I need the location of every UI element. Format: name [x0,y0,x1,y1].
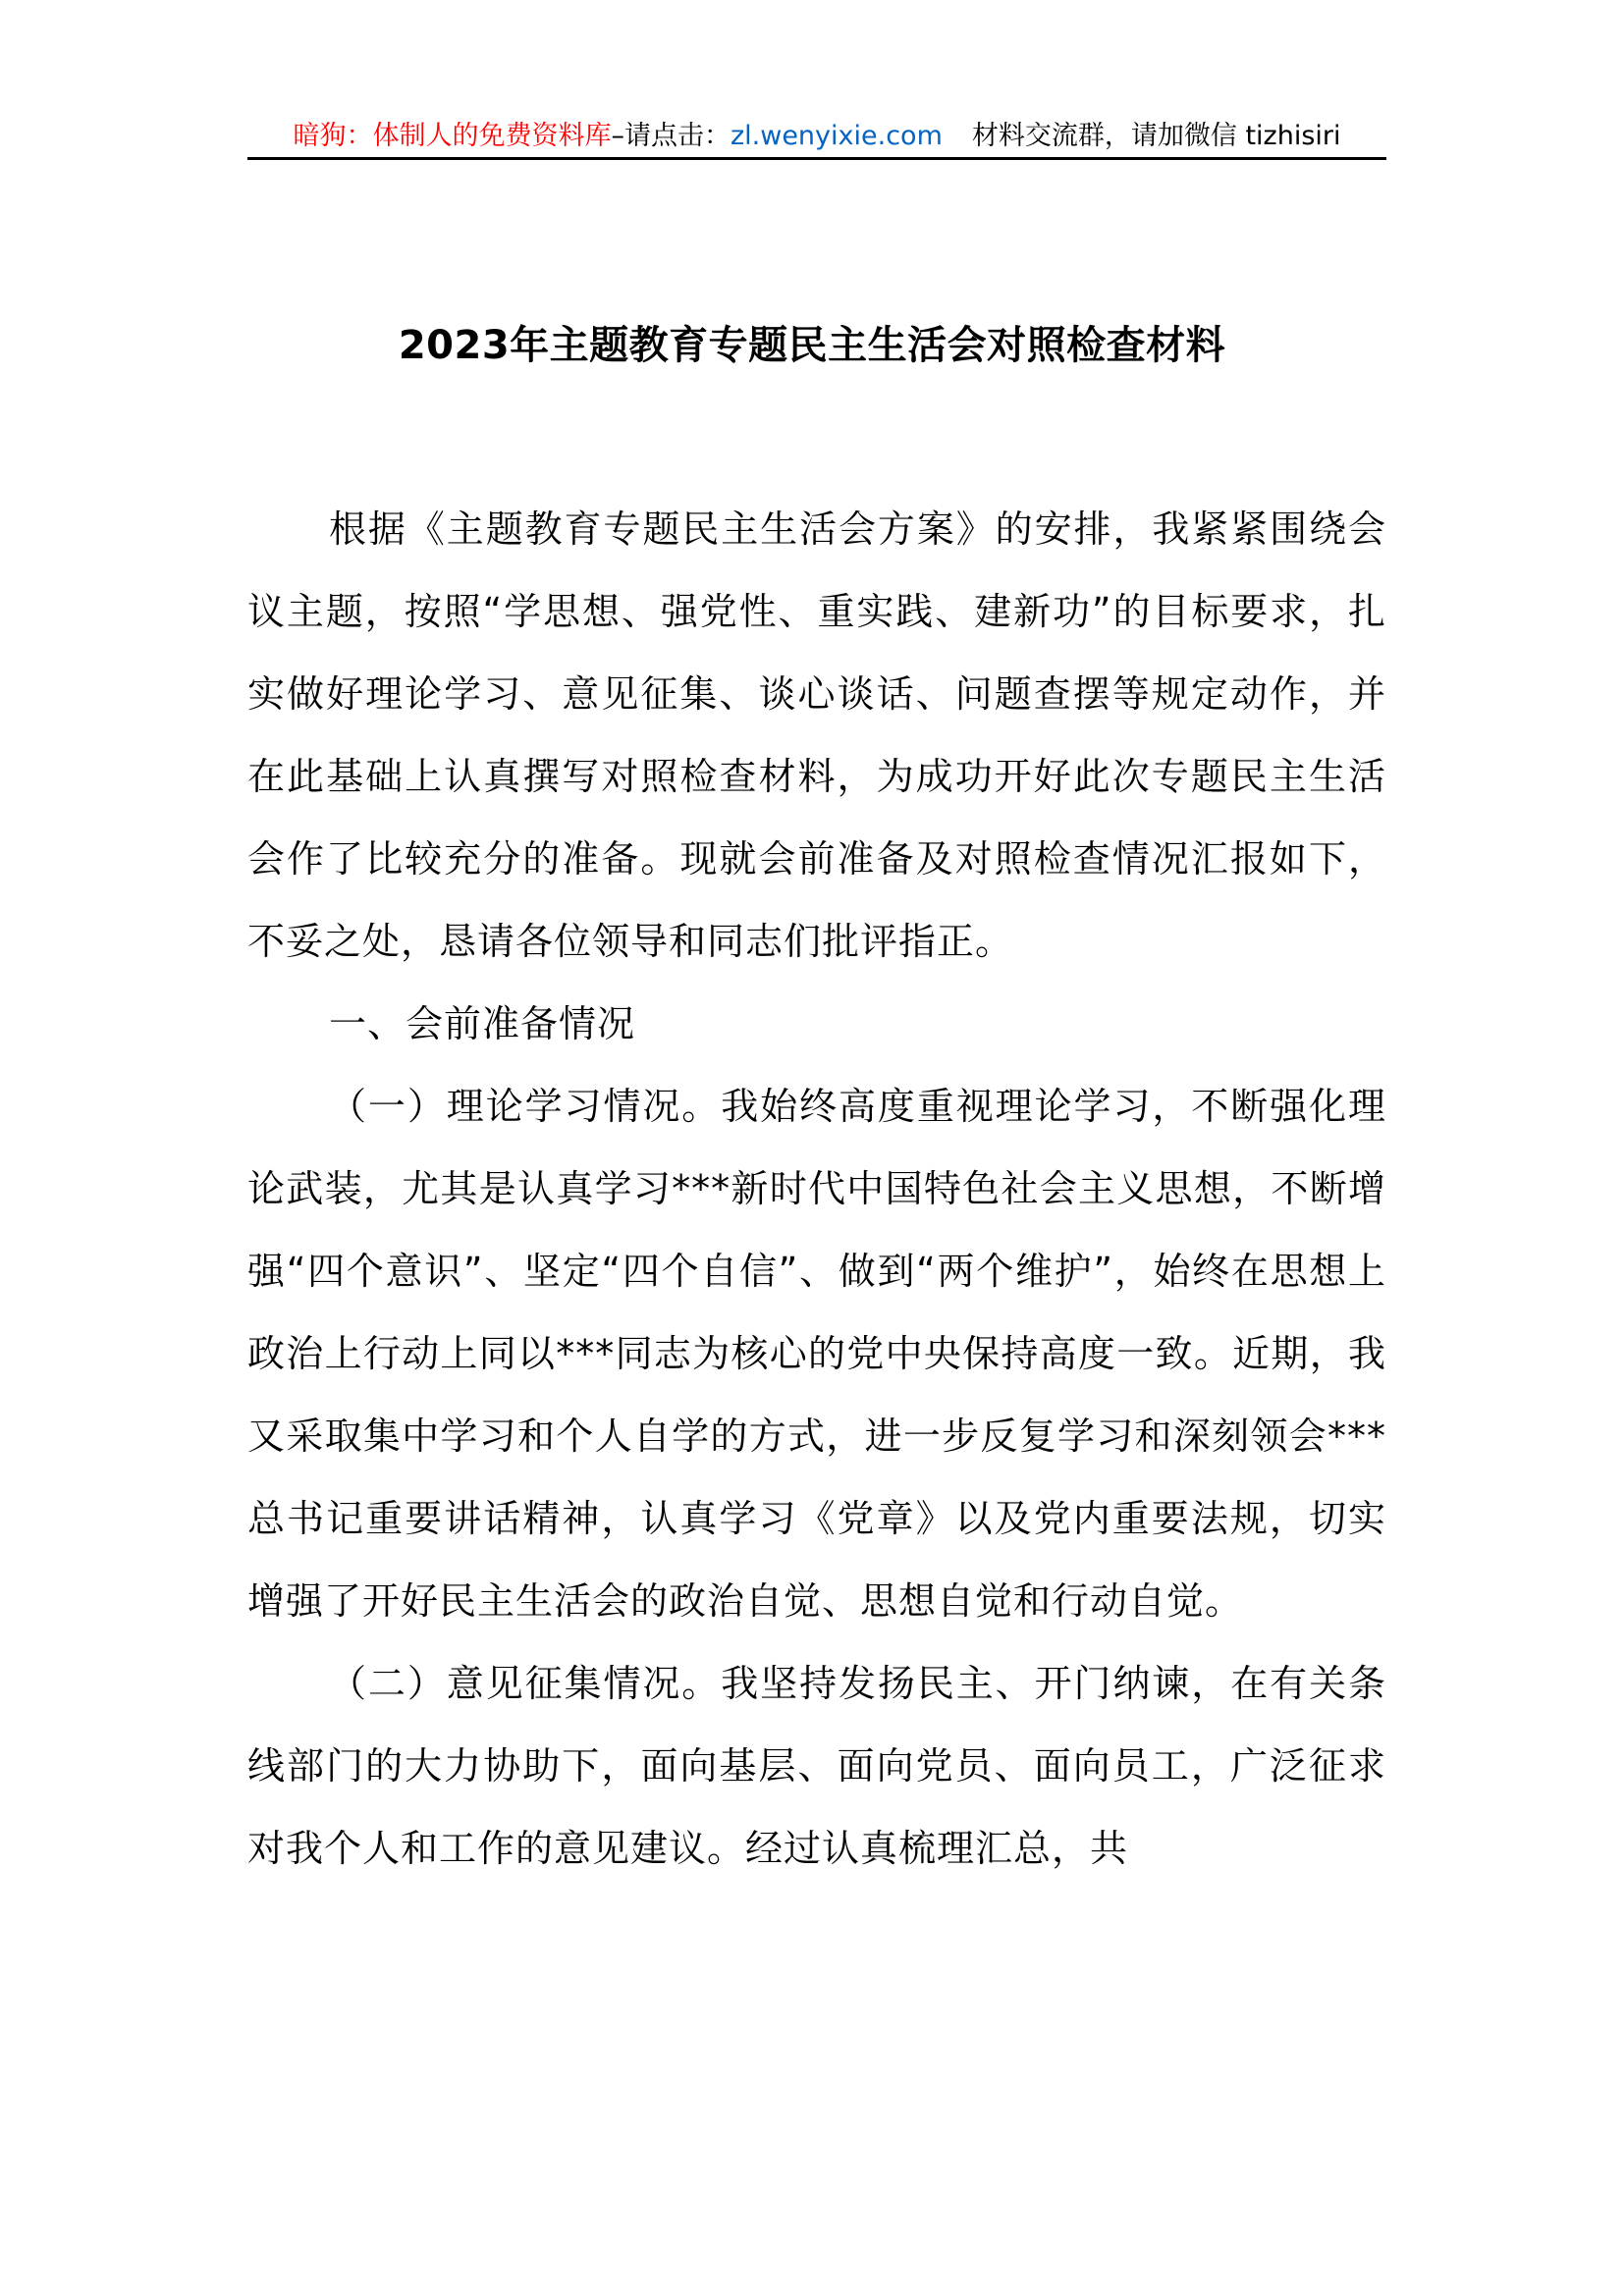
paragraph-intro: 根据《主题教育专题民主生活会方案》的安排，我紧紧围绕会议主题，按照“学思想、强党性、重实践、建新功”的目标要求，扎实做好理论学习、意见征集、谈心谈话、问题查摆等规定动作，并在此基础上认真撰写对照检查材料，为成功开好此次专题民主生活会作了比较充分的准备。现就会前准备及对照检查情况汇报如下，不妥之处，恳请各位领导和同志们批评指正。 [247,507,1386,963]
paragraph-opinion-collection: （二）意见征集情况。我坚持发扬民主、开门纳谏，在有关条线部门的大力协助下，面向基层、面向党员、面向员工，广泛征求对我个人和工作的意见建议。经过认真梳理汇总，共 [247,1662,1386,1870]
wechat-note: 材料交流群，请加微信 tizhisiri [971,121,1341,151]
brand-label: 暗狗：体制人的免费资料库 [293,121,612,151]
section-heading: 一、会前准备情况 [329,1002,636,1045]
click-prompt: –请点击： [611,121,731,151]
site-link[interactable]: zl.wenyixie.com [730,121,943,151]
paragraph-theory-study: （一）理论学习情况。我始终高度重视理论学习，不断强化理论武装，尤其是认真学习***新时代中国特色社会主义思想，不断增强“四个意识”、坚定“四个自信”、做到“两个维护”，始终在思想上政治上行动上同以***同志为核心的党中央保持高度一致。近期，我又采取集中学习和个人自学的方式，进一步反复学习和深刻领会***总书记重要讲话精神，认真学习《党章》以及党内重要法规，切实增强了开好民主生活会的政治自觉、思想自觉和行动自觉。 [247,1085,1386,1623]
header-divider [247,157,1386,160]
page-header [247,116,1386,157]
document-title: 2023年主题教育专题民主生活会对照检查材料 [398,323,1226,368]
document-body [247,488,1386,1890]
